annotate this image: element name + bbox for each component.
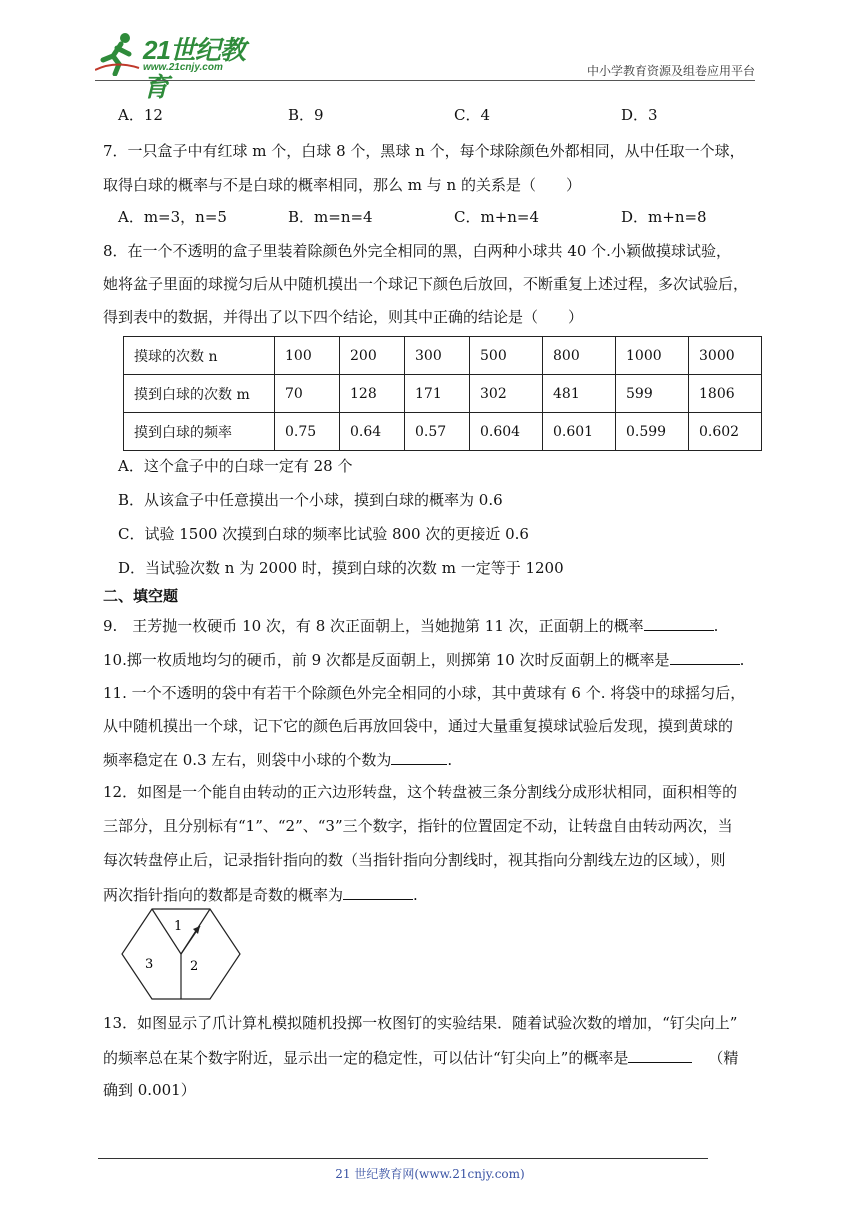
q6-option-c: C．4 — [454, 106, 491, 124]
hexagon-spinner-figure — [118, 906, 244, 1002]
q6-option-a: A．12 — [118, 106, 163, 124]
q6-option-b: B．9 — [288, 106, 324, 124]
table-cell: 0.75 — [275, 413, 340, 451]
q13-note-start: （精 — [708, 1049, 739, 1067]
table-cell: 70 — [275, 375, 340, 413]
answer-blank — [644, 615, 714, 631]
q13-text-line3: 确到 0.001） — [103, 1081, 196, 1099]
table-cell: 100 — [275, 337, 340, 375]
table-cell: 0.602 — [689, 413, 762, 451]
table-cell: 0.64 — [340, 413, 405, 451]
table-cell: 500 — [470, 337, 543, 375]
q7-text-line2: 取得白球的概率与不是白球的概率相同，那么 m 与 n 的关系是（ ） — [103, 176, 581, 194]
logo-text: 21世纪教育 — [143, 35, 245, 102]
sector-label-1: 1 — [174, 919, 183, 934]
table-cell: 摸球的次数 n — [124, 337, 275, 375]
q12-text-line4 — [103, 884, 418, 905]
table-cell: 0.599 — [616, 413, 689, 451]
q7-option-a: A．m=3，n=5 — [118, 208, 227, 226]
sector-label-3: 3 — [145, 957, 154, 972]
q12-text-line2: 三部分，且分别标有“1”、“2”、“3”三个数字，指针的位置固定不动，让转盘自由转动两次，当 — [103, 817, 733, 835]
q13-text-line1: 13．如图显示了爪计算札模拟随机投掷一枚图钉的实验结果．随着试验次数的增加，“钉尖向上” — [103, 1014, 738, 1032]
sector-label-2: 2 — [190, 959, 199, 974]
table-cell: 300 — [405, 337, 470, 375]
table-cell: 481 — [543, 375, 616, 413]
table-cell: 3000 — [689, 337, 762, 375]
q7-option-d: D．m+n=8 — [621, 208, 707, 226]
table-cell: 摸到白球的次数 m — [124, 375, 275, 413]
q11-text-line1: 11. 一个不透明的袋中有若干个除颜色外完全相同的小球，其中黄球有 6 个. 将袋中的球摇匀后， — [103, 684, 746, 702]
runner-logo-icon — [95, 30, 141, 76]
q12-period: . — [413, 886, 418, 904]
table-cell: 摸到白球的频率 — [124, 413, 275, 451]
q8-option-c: C．试验 1500 次摸到白球的频率比试验 800 次的更接近 0.6 — [118, 525, 529, 543]
q7-text-line1: 7．一只盒子中有红球 m 个，白球 8 个，黑球 n 个，每个球除颜色外都相同，从中任取一个球， — [103, 142, 745, 160]
q12-text-line3: 每次转盘停止后，记录指针指向的数（当指针指向分割线时，视其指向分割线左边的区域），则 — [103, 851, 726, 869]
q7-option-c: C．m+n=4 — [454, 208, 540, 226]
answer-blank — [343, 884, 413, 900]
q8-text-line1: 8．在一个不透明的盒子里装着除颜色外完全相同的黑，白两种小球共 40 个.小颖做摸球试验， — [103, 242, 731, 260]
q9-question: 9. 王芳抛一枚硬币 10 次，有 8 次正面朝上，当她抛第 11 次，正面朝上的概率 — [103, 617, 644, 635]
answer-blank — [628, 1047, 692, 1063]
q11-period: . — [447, 751, 453, 769]
q8-option-a: A．这个盒子中的白球一定有 28 个 — [118, 457, 353, 475]
q13-text-line2 — [103, 1047, 738, 1068]
table-cell: 200 — [340, 337, 405, 375]
q10-text — [103, 649, 744, 670]
footer-text: 21 世纪教育网(www.21cnjy.com) — [335, 1167, 525, 1181]
table-row — [124, 413, 762, 451]
q12-question-end: 两次指针指向的数都是奇数的概率为 — [103, 886, 344, 904]
q8-option-d: D．当试验次数 n 为 2000 时，摸到白球的次数 m 一定等于 1200 — [118, 559, 564, 577]
q10-question: 10.掷一枚质地均匀的硬币，前 9 次都是反面朝上，则掷第 10 次时反面朝上的概率是 — [103, 651, 670, 669]
table-row — [124, 337, 762, 375]
q10-period: . — [739, 651, 745, 669]
table-cell: 1806 — [689, 375, 762, 413]
table-cell: 0.57 — [405, 413, 470, 451]
logo-url: www.21cnjy.com — [143, 62, 223, 73]
table-cell: 302 — [470, 375, 543, 413]
q11-text-line3 — [103, 749, 452, 770]
q9-text — [103, 615, 718, 636]
table-cell: 0.601 — [543, 413, 616, 451]
footer-divider — [98, 1158, 708, 1159]
q12-text-line1: 12．如图是一个能自由转动的正六边形转盘，这个转盘被三条分割线分成形状相同，面积相等的 — [103, 783, 738, 801]
q13-question: 的频率总在某个数字附近，显示出一定的稳定性，可以估计“钉尖向上”的概率是 — [103, 1049, 629, 1067]
table-cell: 800 — [543, 337, 616, 375]
table-row — [124, 375, 762, 413]
header-divider — [95, 80, 755, 81]
q8-option-b: B．从该盒子中任意摸出一个小球，摸到白球的概率为 0.6 — [118, 491, 503, 509]
table-cell: 599 — [616, 375, 689, 413]
q7-option-b: B．m=n=4 — [288, 208, 373, 226]
table-cell: 1000 — [616, 337, 689, 375]
answer-blank — [670, 649, 740, 665]
site-logo — [95, 28, 255, 102]
q11-question-end: 频率稳定在 0.3 左右，则袋中小球的个数为 — [103, 751, 392, 769]
q6-option-d: D．3 — [621, 106, 658, 124]
q8-text-line3: 得到表中的数据，并得出了以下四个结论，则其中正确的结论是（ ） — [103, 308, 584, 326]
section-heading: 二、填空题 — [103, 587, 179, 605]
platform-name: 中小学教育资源及组卷应用平台 — [586, 64, 755, 78]
q8-text-line2: 她将盆子里面的球搅匀后从中随机摸出一个球记下颜色后放回，不断重复上述过程，多次试验后， — [103, 275, 749, 293]
answer-blank — [391, 749, 447, 765]
table-cell: 128 — [340, 375, 405, 413]
q9-period: . — [713, 617, 719, 635]
table-cell: 0.604 — [470, 413, 543, 451]
page-header — [95, 28, 755, 102]
q11-text-line2: 从中随机摸出一个球，记下它的颜色后再放回袋中，通过大量重复摸球试验后发现，摸到黄球的 — [103, 717, 734, 735]
experiment-table — [123, 336, 762, 451]
table-cell: 171 — [405, 375, 470, 413]
